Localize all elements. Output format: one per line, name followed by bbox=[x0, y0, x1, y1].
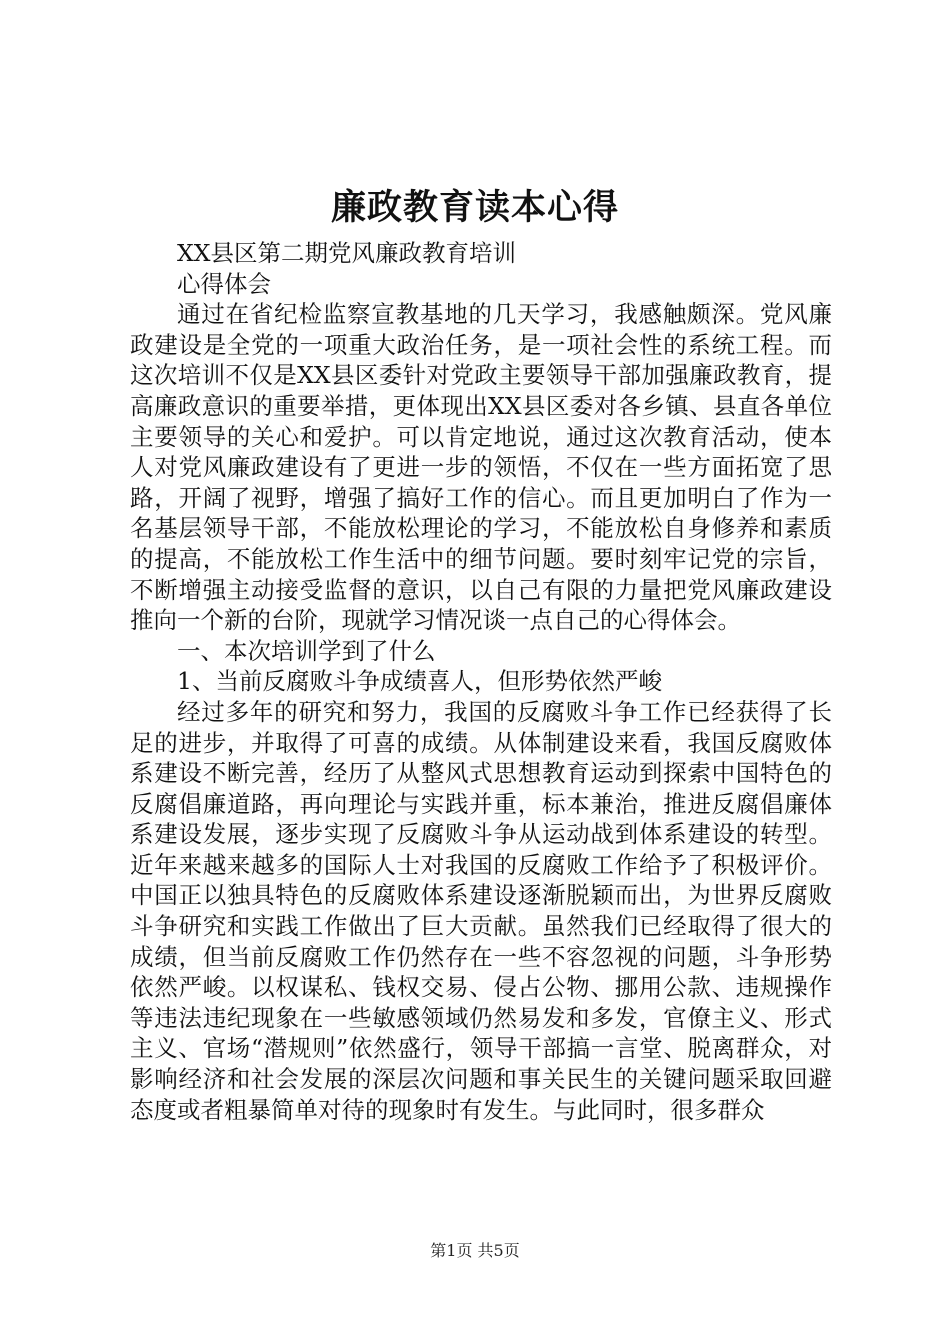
section-heading-1: 一、本次培训学到了什么 bbox=[177, 636, 436, 665]
heading-line-1: XX县区第二期党风廉政教育培训 bbox=[177, 239, 516, 267]
document-title: 廉政教育读本心得 bbox=[330, 187, 619, 228]
subsection-heading-1: 1、当前反腐败斗争成绩喜人，但形势依然严峻 bbox=[177, 667, 662, 696]
page-footer: 第1页 共5页 bbox=[430, 1241, 520, 1260]
paragraph-2: 经过多年的研究和努力，我国的反腐败斗争工作已经获得了长足的进步，并取得了可喜的成绩。从体制建设来看，我国反腐败体系建设不断完善，经历了从整风式思想教育运动到探索中国特色的反腐倡廉道路，再向理论与实践并重，标本兼治，推进反腐倡廉体系建设发展，逐步实现了反腐败斗争从运动战到体系建设的转型。近年来越来越多的国际人士对我国的反腐败工作给予了积极评价。中国正以独具特色的反腐败体系建设逐渐脱颖而出，为世界反腐败斗争研究和实践工作做出了巨大贡献。虽然我们已经取得了很大的成绩，但当前反腐败工作仍然存在一些不容忽视的问题，斗争形势依然严峻。以权谋私、钱权交易、侵占公物、挪用公款、违规操作等违法违纪现象在一些敏感领域仍然易发和多发，官僚主义、形式主义、官场“潜规则”依然盛行，领导干部搞一言堂、脱离群众，对影响经济和社会发展的深层次问题和事关民生的关键问题采取回避态度或者粗暴简单对待的现象时有发生。与此同时，很多群众 bbox=[130, 697, 832, 1124]
document-body bbox=[130, 238, 832, 1125]
paragraph-1: 通过在省纪检监察宣教基地的几天学习，我感触颇深。党风廉政建设是全党的一项重大政治任务，是一项社会性的系统工程。而这次培训不仅是XX县区委针对党政主要领导干部加强廉政教育，提高廉政意识的重要举措，更体现出XX县区委对各乡镇、县直各单位主要领导的关心和爱护。可以肯定地说，通过这次教育活动，使本人对党风廉政建设有了更进一步的领悟，不仅在一些方面拓宽了思路，开阔了视野，增强了搞好工作的信心。而且更加明白了作为一名基层领导干部，不能放松理论的学习，不能放松自身修养和素质的提高，不能放松工作生活中的细节问题。要时刻牢记党的宗旨，不断增强主动接受监督的意识，以自己有限的力量把党风廉政建设推向一个新的台阶，现就学习情况谈一点自己的心得体会。 bbox=[130, 300, 832, 635]
heading-line-2: 心得体会 bbox=[177, 269, 271, 298]
